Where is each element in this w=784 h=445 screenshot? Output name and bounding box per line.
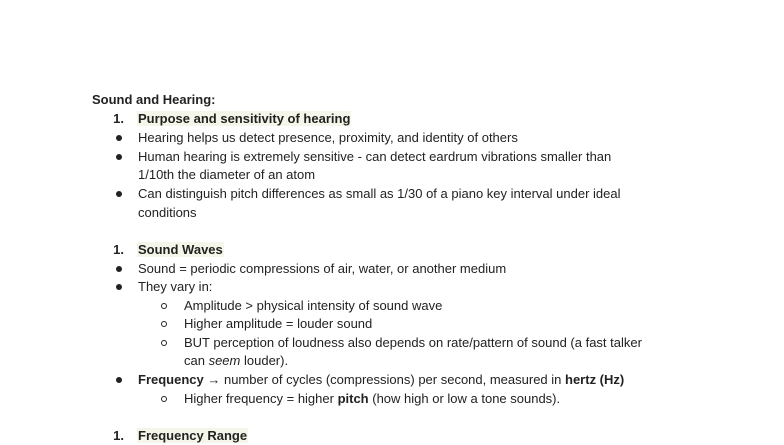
section-heading-text: Sound Waves	[138, 242, 223, 257]
section-heading	[137, 241, 224, 259]
bullet-icon	[116, 377, 122, 383]
text-run: can	[184, 353, 209, 368]
bullet-icon	[116, 266, 122, 272]
bullet-item-continuation: 1/10th the diameter of an atom	[138, 167, 316, 182]
frequency-label: Frequency	[138, 372, 204, 387]
bullet-item: Human hearing is extremely sensitive - can detect eardrum vibrations smaller than	[138, 149, 612, 164]
sub-bullet-item: Amplitude > physical intensity of sound wave	[184, 298, 443, 313]
circle-bullet-icon	[161, 340, 167, 346]
bullet-item: Hearing helps us detect presence, proximity, and identity of others	[138, 130, 518, 145]
bullet-icon	[116, 154, 122, 160]
emphasis-text: seem	[208, 353, 241, 368]
circle-bullet-icon	[161, 303, 167, 309]
section-heading-text: Frequency Range	[138, 428, 248, 443]
section-number: 1.	[113, 428, 124, 443]
frequency-description: → number of cycles (compressions) per second, measured in	[203, 372, 566, 387]
circle-bullet-icon	[161, 321, 167, 327]
section-heading-text: Purpose and sensitivity of hearing	[138, 111, 351, 126]
bullet-item-continuation: conditions	[138, 205, 197, 220]
bullet-icon	[116, 191, 122, 197]
bullet-icon	[116, 284, 122, 290]
section-number: 1.	[113, 242, 124, 257]
text-run: (how high or low a tone sounds).	[368, 391, 561, 406]
bullet-item-frequency	[138, 371, 624, 389]
bullet-item: Sound = periodic compressions of air, water, or another medium	[138, 261, 507, 276]
section-heading	[137, 427, 248, 445]
text-run: Higher frequency = higher	[184, 391, 338, 406]
circle-bullet-icon	[161, 396, 167, 402]
sub-bullet-item	[184, 390, 560, 408]
sub-bullet-item: BUT perception of loudness also depends on rate/pattern of sound (a fast talker	[184, 335, 642, 350]
document-title: Sound and Hearing:	[92, 92, 216, 107]
bullet-icon	[116, 135, 122, 141]
bullet-item: Can distinguish pitch differences as small as 1/30 of a piano key interval under ideal	[138, 186, 621, 201]
bullet-item: They vary in:	[138, 279, 213, 294]
section-heading	[137, 110, 351, 128]
frequency-unit: hertz (Hz)	[565, 372, 625, 387]
pitch-text: pitch	[337, 391, 369, 406]
section-number: 1.	[113, 111, 124, 126]
text-run: louder).	[240, 353, 289, 368]
sub-bullet-item-continuation	[184, 352, 288, 370]
sub-bullet-item: Higher amplitude = louder sound	[184, 316, 373, 331]
